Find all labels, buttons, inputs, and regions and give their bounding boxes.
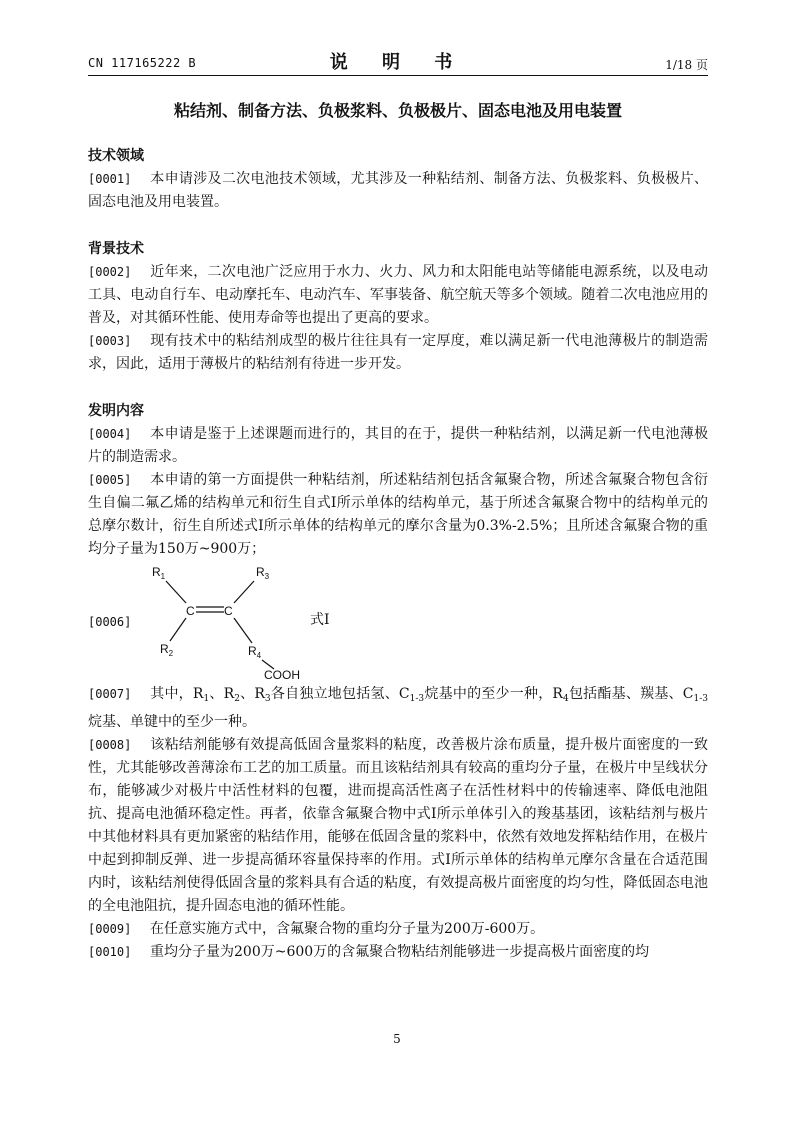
subscript: 4 xyxy=(562,694,569,704)
paragraph-number: [0006] xyxy=(88,615,132,629)
paragraph-0010 xyxy=(88,941,708,964)
text-part: 、R xyxy=(209,686,235,702)
bond-r2 xyxy=(170,618,186,641)
bond-r1 xyxy=(166,581,186,603)
section-title-tech-field: 技术领域 xyxy=(88,148,144,164)
atom-c-right: C xyxy=(224,604,233,618)
paragraph-text: 本申请涉及二次电池技术领域，尤其涉及一种粘结剂、制备方法、负极浆料、负极极片、固态电池及用电装置。 xyxy=(88,171,708,210)
text-part: 各自独立地包括氢、C xyxy=(270,686,410,702)
atom-c-left: C xyxy=(186,604,195,618)
patent-number: CN 117165222 B xyxy=(88,56,197,70)
paragraph-number: [0007] xyxy=(88,687,132,701)
paragraph-0006 xyxy=(88,563,708,681)
paragraph-text: 该粘结剂能够有效提高低固含量浆料的粘度，改善极片涂布质量，提升极片面密度的一致性，尤其能够改善薄涂布工艺的加工质量。而且该粘结剂具有较高的重均分子量，在极片中呈线状分布，能够减少对极片中活性材料的包覆，进而提高活性离子在活性材料中的传输速率、降低电池阻抗、提高电池循环稳定性。再者，依靠含氟聚合物中式I所示单体引入的羧基基团，该粘结剂与极片中其他材料具有更加紧密的粘结作用，能够在低固含量的浆料中，依然有效地发挥粘结作用，在极片中起到抑制反弹、进一步提高循环容量保持率的作用。式I所示单体的结构单元摩尔含量在合适范围内时，该粘结剂使得低固含量的浆料具有合适的粘度，有效提高极片面密度的均匀性，降低固态电池的全电池阻抗，提升固态电池的循环性能。 xyxy=(88,737,708,914)
paragraph-text: 本申请是鉴于上述课题而进行的，其目的在于，提供一种粘结剂，以满足新一代电池薄极片的制造需求。 xyxy=(88,426,708,465)
paragraph-number: [0002] xyxy=(88,265,132,279)
bond-r3 xyxy=(234,581,254,603)
section-title-invention: 发明内容 xyxy=(88,403,144,419)
paragraph-0002 xyxy=(88,261,708,330)
page-info: 1/18 页 xyxy=(665,58,708,72)
formula-label: 式I xyxy=(310,612,330,628)
paragraph-0008 xyxy=(88,734,708,918)
atom-r2: $R_2$ xyxy=(160,642,174,658)
structural-formula xyxy=(144,563,314,681)
text-part: 、R xyxy=(239,686,265,702)
paragraph-0001 xyxy=(88,168,708,214)
page-header xyxy=(88,50,708,76)
atom-r1: $R_1$ xyxy=(152,565,166,581)
paragraph-text: 本申请的第一方面提供一种粘结剂，所述粘结剂包括含氟聚合物，所述含氟聚合物包含衍生自偏二氟乙烯的结构单元和衍生自式I所示单体的结构单元，基于所述含氟聚合物中的结构单元的总摩尔数计，衍生自所述式I所示单体的结构单元的摩尔含量为0.3%-2.5%；且所述含氟聚合物的重均分子量为150万~900万； xyxy=(88,472,708,557)
paragraph-text: 在任意实施方式中，含氟聚合物的重均分子量为200万-600万。 xyxy=(150,921,545,937)
atom-r3: $R_3$ xyxy=(256,565,270,581)
paragraph-0009 xyxy=(88,918,708,941)
paragraph-text: 重均分子量为200万~600万的含氟聚合物粘结剂能够进一步提高极片面密度的均 xyxy=(150,944,650,960)
paragraph-number: [0003] xyxy=(88,334,132,348)
subscript: 1-3 xyxy=(409,694,425,704)
text-part: 烷基、单键中的至少一种。 xyxy=(88,714,256,730)
paragraph-0003 xyxy=(88,330,708,376)
document-body xyxy=(88,145,708,964)
text-part: 包括酯基、羰基、C xyxy=(568,686,694,702)
paragraph-number: [0004] xyxy=(88,427,132,441)
document-title: 粘结剂、制备方法、负极浆料、负极极片、固态电池及用电装置 xyxy=(173,101,622,120)
paragraph-number: [0010] xyxy=(88,945,132,959)
paragraph-0005 xyxy=(88,469,708,561)
header-divider xyxy=(88,75,708,76)
paragraph-0007 xyxy=(88,683,708,734)
subscript: 2 xyxy=(234,694,240,704)
paragraph-number: [0005] xyxy=(88,473,132,487)
paragraph-number: [0001] xyxy=(88,172,132,186)
bond-r4 xyxy=(234,618,252,643)
subscript: 3 xyxy=(264,694,271,704)
atom-r4: $R_4$ xyxy=(248,644,262,660)
document-type: 说 明 书 xyxy=(329,52,467,73)
subscript: 1 xyxy=(203,694,210,704)
paragraph-0004 xyxy=(88,423,708,469)
paragraph-number: [0008] xyxy=(88,738,132,752)
section-title-background: 背景技术 xyxy=(88,241,144,257)
text-part: 烷基中的至少一种，R xyxy=(424,686,563,702)
paragraph-text: 近年来，二次电池广泛应用于水力、火力、风力和太阳能电站等储能电源系统，以及电动工具、电动自行车、电动摩托车、电动汽车、军事装备、航空航天等多个领域。随着二次电池应用的普及，对其循环性能、使用寿命等也提出了更高的要求。 xyxy=(88,264,708,326)
subscript: 1-3 xyxy=(693,694,708,704)
atom-cooh: COOH xyxy=(264,668,300,681)
paragraph-number: [0009] xyxy=(88,922,132,936)
page-number: 5 xyxy=(393,1032,401,1046)
text-part: 其中，R xyxy=(150,686,204,702)
paragraph-text: 现有技术中的粘结剂成型的极片往往具有一定厚度，难以满足新一代电池薄极片的制造需求，因此，适用于薄极片的粘结剂有待进一步开发。 xyxy=(88,333,708,372)
